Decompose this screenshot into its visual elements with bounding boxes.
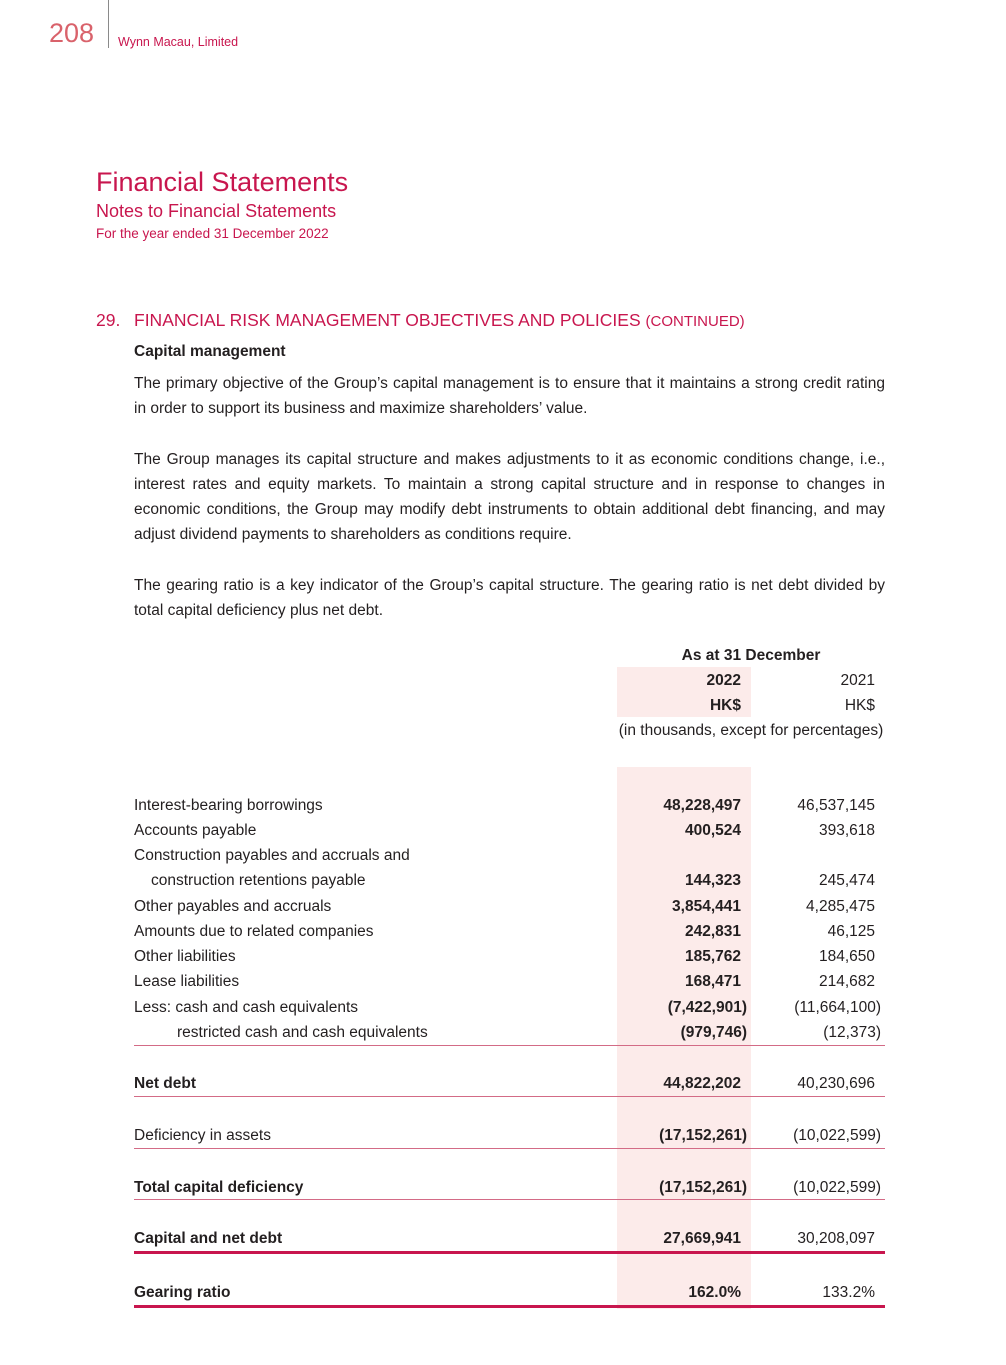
row-label: Gearing ratio <box>134 1284 231 1301</box>
column-header-2021: 2021 <box>840 672 875 689</box>
gearing-ratio-rule <box>134 1305 885 1308</box>
table-row <box>134 818 885 843</box>
value-2021: 184,650 <box>818 948 875 965</box>
total-capital-deficiency-row <box>134 1175 885 1200</box>
row-label: Amounts due to related companies <box>134 923 374 940</box>
table-row <box>134 995 885 1020</box>
table-row <box>134 793 885 818</box>
value-2021: (10,022,599) <box>793 1127 881 1144</box>
value-2021: 214,682 <box>818 973 875 990</box>
value-2022: 3,854,441 <box>672 898 741 915</box>
value-2021: (12,373) <box>823 1024 881 1041</box>
table-row <box>134 1020 885 1045</box>
row-label: Total capital deficiency <box>134 1179 304 1196</box>
section-continued: (CONTINUED) <box>645 313 745 330</box>
value-2022: 168,471 <box>684 973 741 990</box>
currency-2021: HK$ <box>844 697 875 714</box>
row-label: Accounts payable <box>134 822 257 839</box>
page-number: 208 <box>49 18 95 48</box>
gearing-ratio-row <box>134 1280 885 1305</box>
row-label: Other liabilities <box>134 948 236 965</box>
section-heading <box>96 310 745 331</box>
row-label: Other payables and accruals <box>134 898 332 915</box>
value-2021: 133.2% <box>822 1284 875 1301</box>
page-subtitle: Notes to Financial Statements <box>96 201 337 221</box>
row-label: Interest-bearing borrowings <box>134 797 323 814</box>
row-label: Deficiency in assets <box>134 1127 271 1144</box>
table-row <box>134 969 885 994</box>
value-2021: (10,022,599) <box>793 1179 881 1196</box>
value-2022: 44,822,202 <box>663 1075 741 1092</box>
page-header <box>0 0 1006 60</box>
value-2022: 27,669,941 <box>663 1230 741 1247</box>
row-label: construction retentions payable <box>151 872 366 889</box>
capital-and-net-debt-row <box>134 1226 885 1251</box>
subtotal-rule <box>134 1045 885 1046</box>
section-title: FINANCIAL RISK MANAGEMENT OBJECTIVES AND POLICIES <box>134 310 641 330</box>
subheading-capital-management: Capital management <box>134 343 286 360</box>
value-2021: 4,285,475 <box>806 898 875 915</box>
value-2021: 393,618 <box>818 822 875 839</box>
value-2021: 245,474 <box>818 872 875 889</box>
paragraph-objective: The primary objective of the Group’s capital management is to ensure that it maintains a strong credit rating in order to support its business and maximize shareholders’ value. <box>134 375 885 418</box>
row-label: Less: cash and cash equivalents <box>134 999 359 1016</box>
table-row <box>134 919 885 944</box>
value-2022: 185,762 <box>684 948 741 965</box>
row-label: restricted cash and cash equivalents <box>177 1024 428 1041</box>
table-row <box>134 843 885 868</box>
column-group-header: As at 31 December <box>681 647 821 664</box>
deficiency-row <box>134 1123 885 1148</box>
deficiency-rule <box>134 1148 885 1149</box>
section-number: 29. <box>96 310 121 330</box>
value-2021: 30,208,097 <box>797 1230 875 1247</box>
section-body <box>134 342 885 648</box>
value-2021: 46,125 <box>827 923 875 940</box>
currency-2022: HK$ <box>709 697 741 714</box>
value-2021: 40,230,696 <box>797 1075 875 1092</box>
paragraph-gearing-ratio: The gearing ratio is a key indicator of the Group’s capital structure. The gearing ratio is net debt divided by total capital deficiency plus net debt. <box>134 576 885 620</box>
table-row <box>134 868 885 893</box>
value-2021: 46,537,145 <box>797 797 875 814</box>
company-name: Wynn Macau, Limited <box>118 35 239 49</box>
page-title: Financial Statements <box>96 167 349 197</box>
header-divider <box>108 0 109 48</box>
net-debt-row <box>134 1071 885 1096</box>
value-2022: 144,323 <box>684 872 741 889</box>
column-header-2022: 2022 <box>706 672 741 689</box>
value-2022: (17,152,261) <box>659 1127 747 1144</box>
value-2022: 242,831 <box>684 923 741 940</box>
gearing-ratio-table <box>134 643 885 1323</box>
unit-note: (in thousands, except for percentages) <box>618 722 884 739</box>
net-debt-rule <box>134 1096 885 1097</box>
row-label: Lease liabilities <box>134 973 240 990</box>
title-block <box>96 166 348 243</box>
table-row <box>134 944 885 969</box>
value-2021: (11,664,100) <box>794 999 881 1016</box>
row-label: Construction payables and accruals and <box>134 847 410 864</box>
value-2022: (979,746) <box>680 1024 747 1041</box>
total-capital-rule <box>134 1199 885 1200</box>
capital-net-debt-rule <box>134 1251 885 1254</box>
reporting-period: For the year ended 31 December 2022 <box>96 226 329 241</box>
value-2022: 162.0% <box>688 1284 741 1301</box>
value-2022: 400,524 <box>684 822 741 839</box>
value-2022: (7,422,901) <box>667 999 747 1016</box>
value-2022: 48,228,497 <box>663 797 741 814</box>
value-2022: (17,152,261) <box>659 1179 747 1196</box>
row-label: Capital and net debt <box>134 1230 283 1247</box>
paragraph-capital-structure: The Group manages its capital structure and makes adjustments to it as economic conditions change, i.e., interest rates and equity markets. To maintain a strong capital structure and in response to changes in economic conditions, the Group may modify debt instruments to obtain additional debt financing, and may adjust dividend payments to shareholders as conditions require. <box>134 450 885 544</box>
row-label: Net debt <box>134 1075 196 1092</box>
table-row <box>134 894 885 919</box>
